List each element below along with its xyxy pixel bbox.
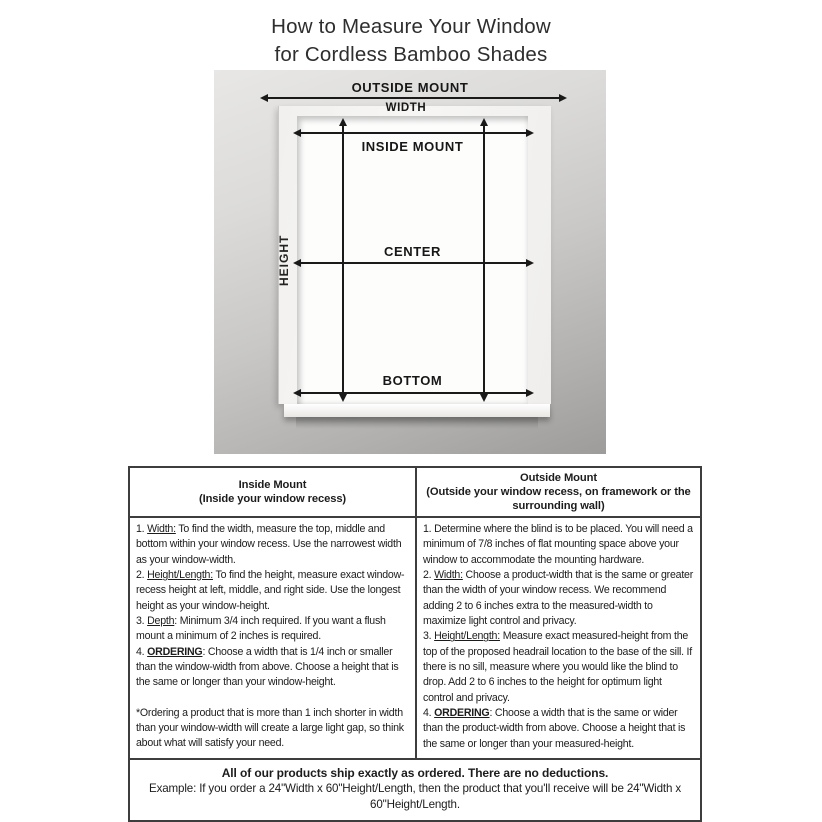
item-term: Width: — [147, 523, 176, 535]
item-number: 1. — [423, 523, 435, 535]
item-term: Height/Length: — [147, 569, 213, 582]
instruction-item — [136, 522, 409, 568]
outside-mount-header-title: Outside Mount — [519, 472, 597, 484]
table-body-row — [130, 518, 700, 758]
item-term: ORDERING — [434, 707, 490, 720]
item-term: Height/Length: — [434, 630, 500, 643]
outside-mount-label: OUTSIDE MOUNT — [351, 80, 469, 95]
center-arrow — [300, 262, 527, 264]
bottom-label: BOTTOM — [382, 373, 443, 388]
outside-mount-instructions — [415, 518, 700, 758]
item-term: ORDERING — [147, 645, 203, 658]
item-text: Measure exact measured-height from the top of the proposed headrail location to the base of the sill. If there is no sill, measure where you would like the blind to drop. Add 2 to 6 inches to the height for optimum light control and privacy. — [423, 630, 692, 704]
instruction-item — [136, 614, 409, 645]
page-title-line2: for Cordless Bamboo Shades — [274, 43, 548, 66]
instruction-item — [423, 706, 694, 752]
instruction-item — [136, 568, 409, 614]
shipping-note-line1: All of our products ship exactly as ordered. There are no deductions. — [221, 766, 609, 781]
width-label: WIDTH — [385, 102, 427, 114]
measuring-instructions-table — [128, 466, 702, 822]
inside-mount-header-title: Inside Mount — [238, 479, 307, 491]
inside-mount-label: INSIDE MOUNT — [361, 139, 464, 154]
item-text: : Choose a width that is the same or wider than the product-width from above. Choose a height that is the same or longer than your measured-height. — [423, 707, 686, 750]
page-title — [0, 13, 822, 69]
item-number: 3. — [136, 615, 148, 628]
item-number: 1. — [136, 523, 148, 535]
item-text: : Choose a width that is 1/4 inch or smaller than the window-width from above. Choose a height that is the same or longer than your window-height. — [136, 645, 399, 689]
item-text: : Minimum 3/4 inch required. If you want a flush mount a minimum of 2 inches is required. — [136, 615, 386, 643]
item-number: 2. — [423, 569, 435, 582]
instruction-item — [423, 522, 694, 568]
inside-mount-arrow — [300, 132, 527, 134]
height-label: HEIGHT — [277, 234, 291, 286]
item-number: 4. — [423, 707, 435, 720]
instruction-item — [423, 629, 694, 706]
ordering-note: *Ordering a product that is more than 1 inch shorter in width than your window-width will create a large light gap, so think about what will satisfy your need. — [136, 706, 404, 750]
item-term: Depth — [147, 615, 175, 628]
item-number: 2. — [136, 569, 148, 582]
height-arrow-left — [342, 125, 344, 395]
page-title-line1: How to Measure Your Window — [271, 15, 551, 38]
window-sill-shadow — [296, 417, 538, 429]
item-text: Determine where the blind is to be placed. You will need a minimum of 7/8 inches of flat mounting space above your window to accommodate the mounting hardware. — [423, 523, 693, 566]
item-text: Choose a product-width that is the same or greater than the width of your window recess. We recommend adding 2 to 6 inches extra to the measured-width to maximize light control and privacy. — [423, 569, 694, 628]
center-label: CENTER — [383, 244, 442, 259]
instruction-item — [423, 568, 694, 629]
item-number: 3. — [423, 630, 435, 643]
item-text: To find the width, measure the top, middle and bottom within your window recess. Use the narrowest width as your window-width. — [136, 523, 402, 566]
outside-mount-header — [415, 468, 700, 516]
item-text: To find the height, measure exact window-recess height at left, middle, and right side. Use the longest height as your window-height. — [136, 569, 405, 612]
height-arrow-right — [483, 125, 485, 395]
outside-mount-header-subtitle: (Outside your window recess, on framework or the surrounding wall) — [426, 486, 691, 512]
table-header-row — [130, 468, 700, 518]
inside-mount-header — [130, 468, 415, 516]
inside-mount-header-subtitle: (Inside your window recess) — [198, 493, 347, 505]
inside-mount-instructions — [130, 518, 415, 758]
window-opening — [297, 116, 528, 404]
shipping-note-line2: Example: If you order a 24"Width x 60"Height/Length, then the product that you'll receive will be 24"Width x 60"Height/Length. — [149, 782, 681, 812]
item-term: Width: — [434, 569, 463, 582]
window-sill — [284, 404, 550, 417]
bottom-arrow — [300, 392, 527, 394]
shipping-note — [130, 758, 700, 820]
outside-mount-arrow — [267, 97, 560, 99]
instruction-item — [136, 645, 409, 691]
item-number: 4. — [136, 645, 148, 658]
window-photo — [214, 70, 606, 454]
